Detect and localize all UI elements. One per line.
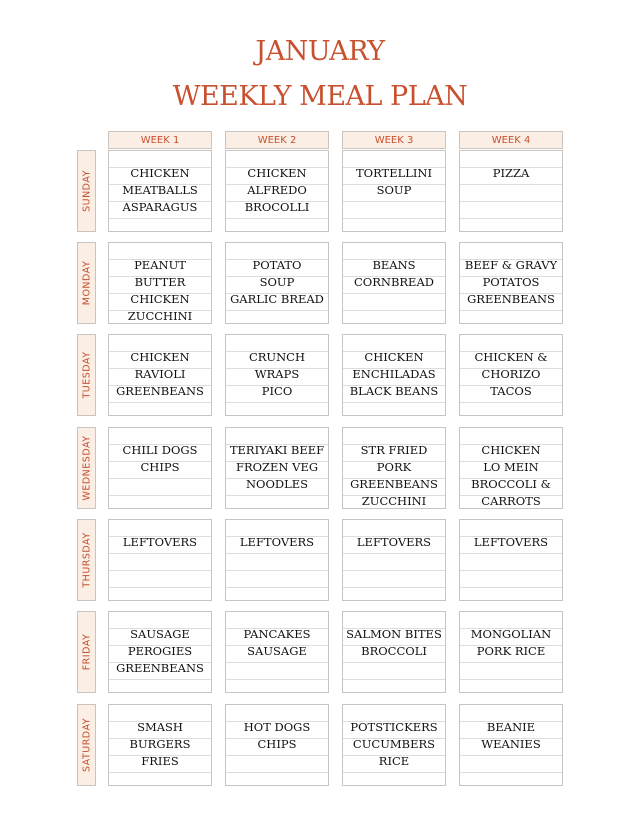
meal-text: [454, 349, 568, 400]
meal-line: SAUSAGE: [130, 627, 190, 641]
meal-text: [103, 626, 217, 677]
meal-line: MONGOLIAN: [470, 627, 552, 641]
meal-line: SALMON BITES: [346, 627, 442, 641]
meal-text: [220, 165, 334, 216]
meal-line: PEANUT: [134, 258, 186, 272]
meal-cell: [108, 611, 212, 693]
meal-line: PORK: [376, 460, 412, 474]
meal-text: [220, 719, 334, 753]
meal-line: POTSTICKERS: [350, 720, 438, 734]
meal-cell: [342, 427, 446, 509]
meal-line: CHICKEN &: [474, 350, 548, 364]
meal-cell: [342, 611, 446, 693]
meal-text: [454, 534, 568, 551]
day-label-sunday: [77, 150, 96, 232]
meal-text: [103, 257, 217, 325]
meal-text: [337, 442, 451, 510]
meal-line: BEANIE: [486, 720, 536, 734]
meal-text: [337, 349, 451, 400]
meal-text: [220, 534, 334, 551]
meal-line: LEFTOVERS: [122, 535, 198, 549]
meal-cell: [342, 519, 446, 601]
meal-cell: [459, 519, 563, 601]
day-label-monday: [77, 242, 96, 324]
meal-text: [103, 165, 217, 216]
meal-line: LO MEIN: [483, 460, 539, 474]
meal-cell: [225, 427, 329, 509]
meal-text: [454, 719, 568, 753]
meal-cell: [459, 704, 563, 786]
title-month: JANUARY: [255, 36, 385, 67]
meal-line: TACOS: [490, 384, 532, 398]
meal-cell: [108, 519, 212, 601]
meal-line: RICE: [378, 754, 410, 768]
meal-line: TORTELLINI: [355, 166, 433, 180]
meal-cell: [342, 242, 446, 324]
day-label-wednesday: [77, 427, 96, 509]
meal-line: FRIES: [141, 754, 179, 768]
meal-line: CHICKEN: [247, 166, 307, 180]
meal-line: BEEF & GRAVY: [464, 258, 558, 272]
meal-line: GARLIC BREAD: [230, 292, 324, 306]
meal-text: [454, 442, 568, 510]
meal-line: CUCUMBERS: [352, 737, 436, 751]
meal-line: SAUSAGE: [247, 644, 307, 658]
meal-line: CARROTS: [481, 494, 541, 508]
meal-line: HOT DOGS: [243, 720, 311, 734]
meal-line: POTATOS: [482, 275, 540, 289]
meal-line: CHICKEN: [130, 166, 190, 180]
meal-cell: [342, 704, 446, 786]
meal-line: CHICKEN: [481, 443, 541, 457]
day-label-text: FRIDAY: [81, 633, 92, 671]
day-label-text: WEDNESDAY: [81, 435, 92, 501]
meal-text: [337, 626, 451, 660]
meal-line: PIZZA: [492, 166, 530, 180]
meal-cell: [225, 242, 329, 324]
week-header-3: WEEK 3: [342, 131, 446, 149]
meal-cell: [459, 150, 563, 232]
meal-cell: [342, 334, 446, 416]
meal-line: CHICKEN: [130, 350, 190, 364]
meal-line: POTATO: [252, 258, 302, 272]
meal-line: CHIPS: [140, 460, 180, 474]
meal-line: BEANS: [372, 258, 416, 272]
meal-line: ZUCCHINI: [127, 309, 193, 323]
meal-cell: [108, 150, 212, 232]
meal-cell: [225, 334, 329, 416]
meal-text: [220, 626, 334, 660]
meal-cell: [459, 611, 563, 693]
day-label-text: MONDAY: [81, 260, 92, 306]
meal-line: GREENBEANS: [116, 384, 204, 398]
day-label-thursday: [77, 519, 96, 601]
meal-line: CHILI DOGS: [122, 443, 198, 457]
meal-cell: [108, 242, 212, 324]
meal-line: ASPARAGUS: [122, 200, 198, 214]
meal-line: BURGERS: [129, 737, 191, 751]
meal-text: [103, 442, 217, 476]
meal-line: ENCHILADAS: [352, 367, 436, 381]
day-label-text: THURSDAY: [81, 532, 92, 588]
day-label-tuesday: [77, 334, 96, 416]
meal-line: LEFTOVERS: [473, 535, 549, 549]
title-plan: WEEKLY MEAL PLAN: [172, 81, 468, 112]
meal-line: CHICKEN: [130, 292, 190, 306]
meal-cell: [225, 150, 329, 232]
meal-cell: [108, 427, 212, 509]
meal-line: MEATBALLS: [122, 183, 198, 197]
meal-line: PANCAKES: [243, 627, 311, 641]
meal-text: [220, 349, 334, 400]
day-label-text: SATURDAY: [81, 717, 92, 773]
meal-cell: [225, 704, 329, 786]
meal-text: [454, 257, 568, 308]
meal-line: BROCOLLI: [244, 200, 310, 214]
meal-line: RAVIOLI: [134, 367, 186, 381]
meal-cell: [108, 334, 212, 416]
meal-text: [103, 534, 217, 551]
meal-text: [103, 349, 217, 400]
meal-text: [337, 719, 451, 770]
day-label-text: TUESDAY: [81, 351, 92, 399]
meal-text: [103, 719, 217, 770]
meal-line: SOUP: [259, 275, 295, 289]
meal-cell: [459, 427, 563, 509]
meal-line: FROZEN VEG: [235, 460, 319, 474]
week-header-4: WEEK 4: [459, 131, 563, 149]
meal-line: WRAPS: [254, 367, 300, 381]
meal-line: ZUCCHINI: [361, 494, 427, 508]
meal-cell: [225, 611, 329, 693]
meal-line: BROCCOLI: [361, 644, 427, 658]
meal-line: TERIYAKI BEEF: [229, 443, 325, 457]
meal-line: NOODLES: [245, 477, 309, 491]
day-label-saturday: [77, 704, 96, 786]
meal-line: CHORIZO: [481, 367, 541, 381]
day-label-friday: [77, 611, 96, 693]
meal-line: STR FRIED: [360, 443, 428, 457]
meal-line: PEROGIES: [127, 644, 193, 658]
meal-text: [454, 626, 568, 660]
meal-line: GREENBEANS: [350, 477, 438, 491]
meal-text: [337, 534, 451, 551]
meal-cell: [225, 519, 329, 601]
meal-line: PICO: [261, 384, 293, 398]
meal-line: GREENBEANS: [116, 661, 204, 675]
meal-cell: [108, 704, 212, 786]
meal-line: BLACK BEANS: [349, 384, 439, 398]
meal-line: WEANIES: [481, 737, 541, 751]
week-header-2: WEEK 2: [225, 131, 329, 149]
meal-line: CHICKEN: [364, 350, 424, 364]
meal-line: CRUNCH: [248, 350, 306, 364]
meal-text: [220, 442, 334, 493]
meal-text: [220, 257, 334, 308]
meal-line: GREENBEANS: [467, 292, 555, 306]
meal-line: CHIPS: [257, 737, 297, 751]
meal-line: PORK RICE: [476, 644, 546, 658]
meal-text: [337, 257, 451, 291]
week-header-1: WEEK 1: [108, 131, 212, 149]
meal-text: [337, 165, 451, 199]
meal-line: BUTTER: [134, 275, 186, 289]
meal-text: [454, 165, 568, 182]
meal-cell: [342, 150, 446, 232]
meal-line: SOUP: [376, 183, 412, 197]
meal-line: SMASH: [137, 720, 183, 734]
meal-line: LEFTOVERS: [356, 535, 432, 549]
meal-line: ALFREDO: [247, 183, 307, 197]
meal-line: BROCCOLI &: [471, 477, 551, 491]
meal-cell: [459, 242, 563, 324]
day-label-text: SUNDAY: [81, 170, 92, 212]
meal-line: LEFTOVERS: [239, 535, 315, 549]
meal-cell: [459, 334, 563, 416]
meal-line: CORNBREAD: [354, 275, 434, 289]
